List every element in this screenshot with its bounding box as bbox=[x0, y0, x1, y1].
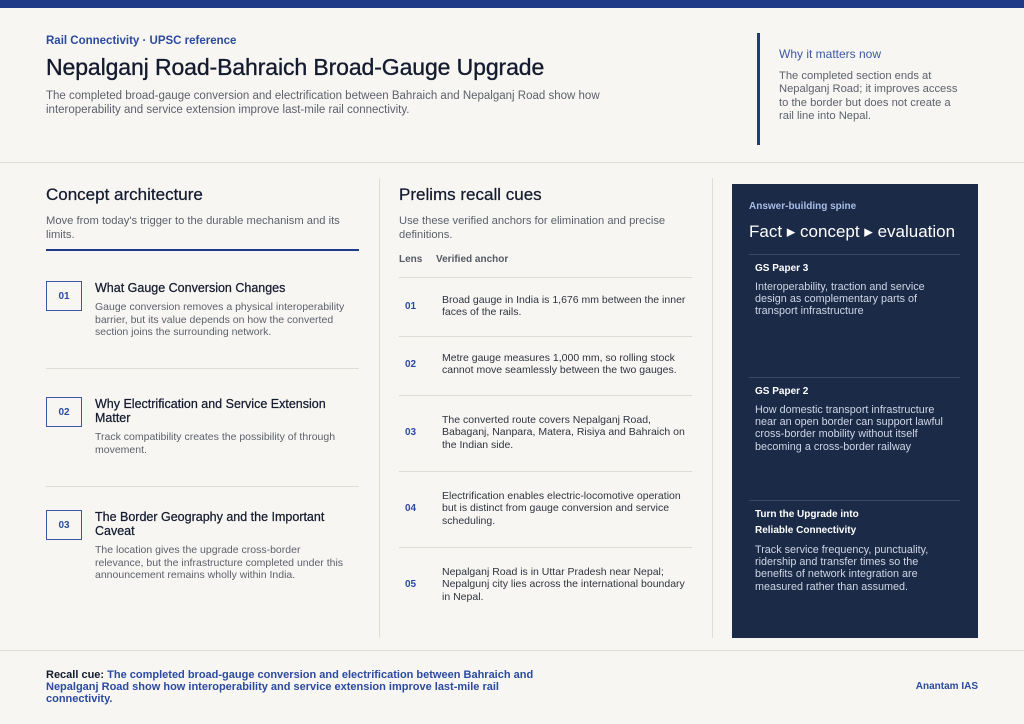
table-row bbox=[399, 566, 692, 603]
spine-divider bbox=[749, 254, 960, 255]
concept-item bbox=[46, 281, 359, 353]
prelims-heading: Prelims recall cues bbox=[399, 185, 542, 204]
top-accent-bar bbox=[0, 0, 1024, 8]
spine-section-title: Turn the Upgrade into Reliable Connectivity bbox=[755, 509, 859, 536]
concept-item-divider bbox=[46, 368, 359, 369]
spine-section-text: Interoperability, traction and service design as complementary parts of transport infrastructure bbox=[755, 281, 925, 318]
concept-item-number: 01 bbox=[46, 281, 82, 311]
concept-item-text: The location gives the upgrade cross-border relevance, but the infrastructure completed under this announcement remains wholly within India. bbox=[95, 544, 344, 581]
table-row bbox=[399, 294, 692, 319]
row-lens-number: 04 bbox=[405, 503, 417, 515]
spine-divider bbox=[749, 377, 960, 378]
row-lens-number: 05 bbox=[405, 579, 417, 591]
concept-item-title: What Gauge Conversion Changes bbox=[95, 281, 286, 295]
spine-title: Fact ▸ concept ▸ evaluation bbox=[749, 222, 956, 241]
row-lens-number: 02 bbox=[405, 358, 417, 370]
table-row bbox=[399, 414, 692, 451]
recall-cue-label: Recall cue: bbox=[46, 669, 105, 681]
table-row-divider bbox=[399, 547, 692, 548]
table-header-lens: Lens bbox=[399, 254, 423, 265]
table-header-divider bbox=[399, 277, 692, 278]
row-lens-number: 03 bbox=[405, 427, 417, 439]
row-anchor-text: Metre gauge measures 1,000 mm, so rolling stock cannot move seamlessly between the two gauges. bbox=[442, 352, 677, 377]
spine-kicker: Answer-building spine bbox=[749, 201, 857, 212]
row-anchor-text: The converted route covers Nepalganj Road, Babaganj, Nanpara, Matera, Risiya and Bahraich on the Indian side. bbox=[442, 414, 685, 451]
concept-item-content bbox=[95, 397, 335, 456]
page-summary: The completed broad-gauge conversion and electrification between Bahraich and Nepalganj Road show how interoperability and service extension improve last-mile rail connectivity. bbox=[46, 90, 600, 116]
recall-cue-text: The completed broad-gauge conversion and electrification between Bahraich and Nepalganj Road show how interoperability and service extension improve last-mile rail connectivity. bbox=[46, 669, 534, 705]
concept-item-title: Why Electrification and Service Extension Matter bbox=[95, 397, 326, 425]
concept-heading: Concept architecture bbox=[46, 185, 203, 204]
column-divider bbox=[379, 178, 380, 638]
table-row-divider bbox=[399, 395, 692, 396]
topic-kicker: Rail Connectivity · UPSC reference bbox=[46, 35, 237, 47]
spine-section-title: GS Paper 3 bbox=[755, 263, 809, 274]
row-anchor-text: Broad gauge in India is 1,676 mm between the inner faces of the rails. bbox=[442, 294, 686, 319]
spine-divider bbox=[749, 500, 960, 501]
concept-item bbox=[46, 510, 359, 582]
spine-section-text: Track service frequency, punctuality, ridership and transfer times so the benefits of network integration are measured rather than assumed. bbox=[755, 544, 929, 593]
concept-item-text: Track compatibility creates the possibility of through movement. bbox=[95, 431, 336, 456]
concept-item-number: 03 bbox=[46, 510, 82, 540]
spine-section-title: GS Paper 2 bbox=[755, 386, 809, 397]
row-lens-number: 01 bbox=[405, 300, 417, 312]
recall-cue bbox=[46, 669, 533, 705]
concept-item-title: The Border Geography and the Important Caveat bbox=[95, 510, 325, 538]
page-title: Nepalganj Road-Bahraich Broad-Gauge Upgrade bbox=[46, 54, 545, 80]
answer-spine-panel bbox=[732, 184, 978, 638]
table-row-divider bbox=[399, 336, 692, 337]
callout-text: The completed section ends at Nepalganj Road; it improves access to the border but does not create a rail line into Nepal. bbox=[779, 70, 958, 122]
concept-item-divider bbox=[46, 486, 359, 487]
concept-item-text: Gauge conversion removes a physical interoperability barrier, but its value depends on how the converted section joins the surrounding network. bbox=[95, 301, 345, 338]
concept-item-number: 02 bbox=[46, 397, 82, 427]
concept-subtitle: Move from today's trigger to the durable mechanism and its limits. bbox=[46, 215, 340, 241]
table-row bbox=[399, 490, 692, 527]
table-row-divider bbox=[399, 471, 692, 472]
spine-section-text: How domestic transport infrastructure near an open border can support lawful cross-border mobility without itself becoming a cross-border railway bbox=[755, 404, 943, 453]
table-row bbox=[399, 352, 692, 377]
row-anchor-text: Nepalganj Road is in Uttar Pradesh near Nepal; Nepalgunj city lies across the international boundary in Nepal. bbox=[442, 566, 685, 603]
concept-item-content bbox=[95, 281, 344, 339]
footer-divider bbox=[0, 650, 1024, 651]
column-divider bbox=[712, 178, 713, 638]
concept-item-content bbox=[95, 510, 343, 582]
callout-title: Why it matters now bbox=[779, 47, 882, 61]
prelims-subtitle: Use these verified anchors for elimination and precise definitions. bbox=[399, 215, 666, 241]
callout-accent-bar bbox=[757, 33, 760, 145]
brand-name: Anantam IAS bbox=[915, 681, 978, 692]
concept-item bbox=[46, 397, 359, 469]
concept-heading-rule bbox=[46, 249, 359, 251]
table-header-anchor: Verified anchor bbox=[436, 254, 509, 265]
header-divider bbox=[0, 162, 1024, 163]
row-anchor-text: Electrification enables electric-locomotive operation but is distinct from gauge conversion and service scheduling. bbox=[442, 490, 681, 527]
